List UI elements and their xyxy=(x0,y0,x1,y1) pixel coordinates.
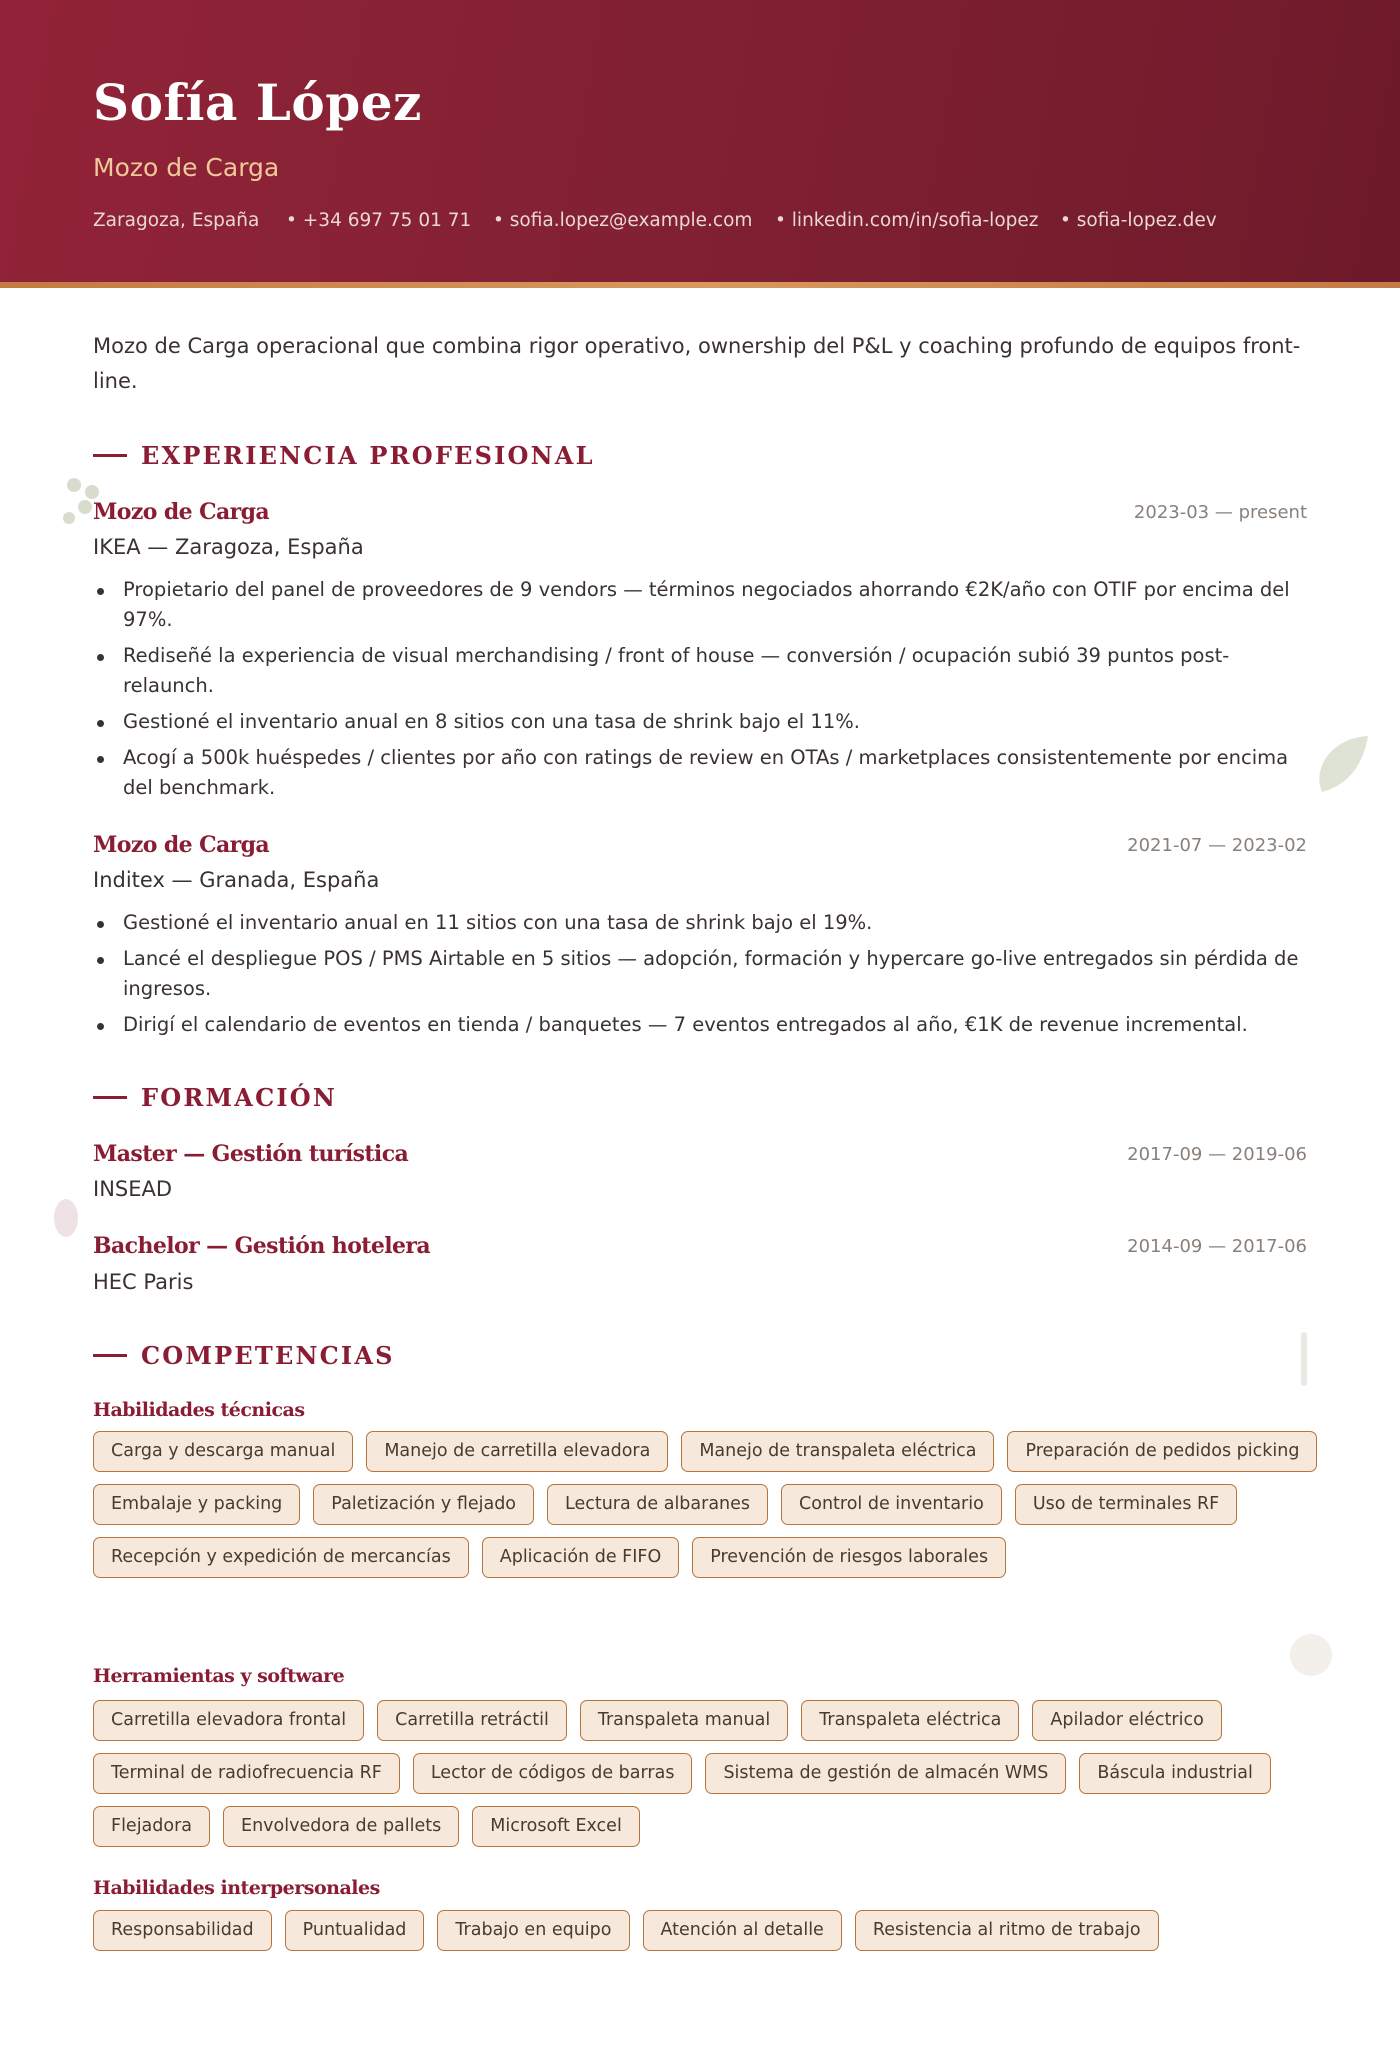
degree-school: INSEAD xyxy=(93,1177,173,1201)
section-title-education xyxy=(93,1078,337,1118)
skill-chip: Carretilla elevadora frontal xyxy=(93,1700,364,1741)
degree-dates: 2017-09 — 2019-06 xyxy=(1127,1144,1307,1165)
decorative-oval-icon xyxy=(50,1196,82,1240)
decorative-dots-icon xyxy=(60,476,108,528)
degree-title: Master — Gestión turística xyxy=(93,1141,409,1167)
skill-chip: Flejadora xyxy=(93,1806,210,1847)
section-dash xyxy=(93,454,127,457)
job-title: Mozo de Carga xyxy=(93,832,270,858)
job-company: Inditex — Granada, España xyxy=(93,868,380,892)
section-dash xyxy=(93,1354,127,1357)
skill-chip: Carga y descarga manual xyxy=(93,1431,353,1472)
section-title-label: EXPERIENCIA PROFESIONAL xyxy=(141,441,595,470)
skill-chip: Resistencia al ritmo de trabajo xyxy=(855,1910,1159,1951)
skill-chips-tools xyxy=(93,1700,1333,1860)
skill-chip: Carretilla retráctil xyxy=(377,1700,567,1741)
skill-chip: Manejo de carretilla elevadora xyxy=(366,1431,668,1472)
job-dates: 2021-07 — 2023-02 xyxy=(1127,835,1307,856)
skill-chip: Trabajo en equipo xyxy=(437,1910,629,1951)
decorative-bar-icon xyxy=(1300,1332,1312,1388)
skill-chip: Lector de códigos de barras xyxy=(413,1753,693,1794)
skill-chip: Control de inventario xyxy=(781,1484,1002,1525)
job-bullet: Propietario del panel de proveedores de 9 vendors — términos negociados ahorrando €2K/año con OTIF por encima del 97%. xyxy=(93,575,1305,635)
skill-chip: Apilador eléctrico xyxy=(1032,1700,1221,1741)
header-banner xyxy=(0,0,1400,282)
skill-chip: Lectura de albaranes xyxy=(547,1484,768,1525)
contact-website[interactable]: • sofia-lopez.dev xyxy=(1060,210,1217,231)
section-title-label: FORMACIÓN xyxy=(141,1083,338,1112)
degree-school: HEC Paris xyxy=(93,1270,194,1294)
skill-chip: Uso de terminales RF xyxy=(1015,1484,1237,1525)
contact-phone[interactable]: • +34 697 75 01 71 xyxy=(286,210,472,231)
section-title-label: COMPETENCIAS xyxy=(141,1341,395,1370)
skill-chip: Transpaleta eléctrica xyxy=(801,1700,1019,1741)
skill-chip: Sistema de gestión de almacén WMS xyxy=(705,1753,1066,1794)
skill-chip: Báscula industrial xyxy=(1079,1753,1270,1794)
job-dates: 2023-03 — present xyxy=(1133,502,1307,523)
header-divider xyxy=(0,282,1400,288)
contact-location: Zaragoza, España xyxy=(93,210,260,231)
job-bullet: Gestioné el inventario anual en 11 sitios con una tasa de shrink bajo el 19%. xyxy=(93,908,1305,938)
job-bullets xyxy=(93,575,1305,809)
job-company: IKEA — Zaragoza, España xyxy=(93,535,364,559)
skill-chip: Puntualidad xyxy=(285,1910,425,1951)
section-title-skills xyxy=(93,1336,395,1376)
section-title-experience xyxy=(93,436,595,476)
degree-dates: 2014-09 — 2017-06 xyxy=(1127,1236,1307,1257)
summary-text: Mozo de Carga operacional que combina rigor operativo, ownership del P&L y coaching profundo de equipos front-line. xyxy=(93,334,1301,393)
section-dash xyxy=(93,1096,127,1099)
skill-chip: Prevención de riesgos laborales xyxy=(692,1537,1006,1578)
job-bullet: Lancé el despliegue POS / PMS Airtable en 5 sitios — adopción, formación y hypercare go-live entregados sin pérdida de ingresos. xyxy=(93,944,1305,1004)
skill-chip: Preparación de pedidos picking xyxy=(1007,1431,1317,1472)
skill-chip: Responsabilidad xyxy=(93,1910,272,1951)
skill-category-tools: Herramientas y software xyxy=(93,1665,345,1687)
skill-chip: Envolvedora de pallets xyxy=(223,1806,459,1847)
skill-chip: Terminal de radiofrecuencia RF xyxy=(93,1753,400,1794)
skill-chips-soft xyxy=(93,1910,1333,2070)
contact-linkedin[interactable]: • linkedin.com/in/sofia-lopez xyxy=(775,210,1039,231)
job-bullet: Acogí a 500k huéspedes / clientes por año con ratings de review en OTAs / marketplaces consistentemente por encima del benchmark. xyxy=(93,743,1305,803)
degree-title: Bachelor — Gestión hotelera xyxy=(93,1233,431,1259)
skill-chip: Embalaje y packing xyxy=(93,1484,300,1525)
candidate-role: Mozo de Carga xyxy=(93,153,280,182)
job-bullets xyxy=(93,908,1305,1046)
skill-chip: Microsoft Excel xyxy=(472,1806,640,1847)
contact-email[interactable]: • sofia.lopez@example.com xyxy=(493,210,753,231)
decorative-circle-icon xyxy=(1288,1632,1334,1678)
job-title: Mozo de Carga xyxy=(93,499,270,525)
job-bullet: Rediseñé la experiencia de visual merchandising / front of house — conversión / ocupación subió 39 puntos post-relaunch. xyxy=(93,641,1305,701)
skill-category-technical: Habilidades técnicas xyxy=(93,1399,305,1421)
skill-chip: Aplicación de FIFO xyxy=(482,1537,680,1578)
skill-chip: Manejo de transpaleta eléctrica xyxy=(681,1431,994,1472)
skill-chip: Transpaleta manual xyxy=(580,1700,788,1741)
skill-chips-technical xyxy=(93,1431,1333,1591)
job-bullet: Dirigí el calendario de eventos en tienda / banquetes — 7 eventos entregados al año, €1K de revenue incremental. xyxy=(93,1010,1305,1040)
job-bullet: Gestioné el inventario anual en 8 sitios con una tasa de shrink bajo el 11%. xyxy=(93,707,1305,737)
candidate-name: Sofía López xyxy=(93,73,422,132)
skill-chip: Atención al detalle xyxy=(643,1910,842,1951)
skill-category-soft: Habilidades interpersonales xyxy=(93,1877,380,1899)
decorative-leaf-icon xyxy=(1312,730,1372,798)
skill-chip: Recepción y expedición de mercancías xyxy=(93,1537,469,1578)
skill-chip: Paletización y flejado xyxy=(313,1484,534,1525)
